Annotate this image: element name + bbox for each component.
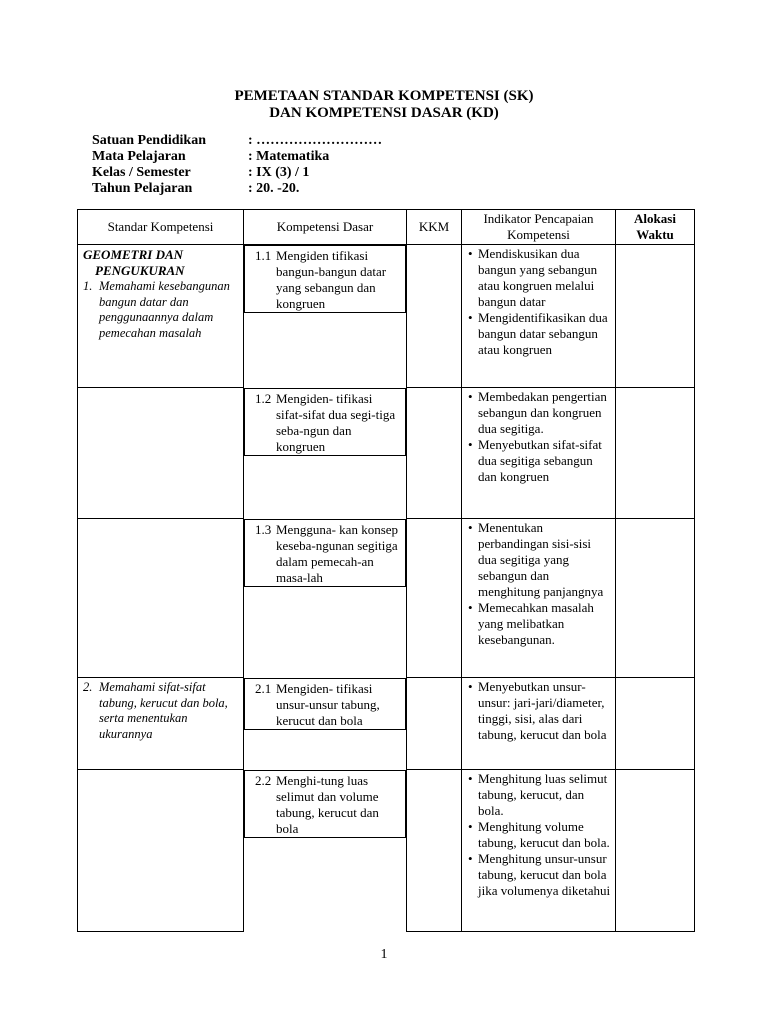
bullet-icon: • [468,771,473,786]
meta-label: Kelas / Semester [92,165,191,180]
kd-cell [244,245,406,313]
kd-text: Mengiden- tifikasi unsur-unsur tabung, kerucut dan bola [276,680,380,728]
indicator-item: • Menentukan perbandingan sisi-sisi dua segitiga yang sebangun dan menghitung panjangnya [468,520,604,599]
indicator-cell [462,245,616,388]
kd-number: 1.3 [255,521,272,537]
table-row [78,388,695,519]
kd-text: Mengiden tifikasi bangun-bangun datar yang sebangun dan kongruen [276,248,387,311]
meta-row-year [92,181,382,197]
indicator-item: • Menyebutkan sifat-sifat dua segitiga sebangun dan kongruen [468,437,602,484]
meta-row-school [92,133,382,149]
meta-label: Satuan Pendidikan [92,133,206,148]
sk-cell [78,770,244,932]
sk-cell [78,388,244,519]
sk-item-1 [83,279,239,341]
sk-item-number: 2. [83,680,93,694]
indicator-item: • Menghitung luas selimut tabung, kerucut, dan bola. [468,771,608,818]
page-number: 1 [380,947,388,962]
indicator-item: • Mengidentifikasikan dua bangun datar sebangun atau kongruen [468,310,608,357]
indicator-item: • Membedakan pengertian sebangun dan kongruen dua segitiga. [468,389,607,436]
alokasi-cell [616,388,695,519]
header-kompetensi-dasar: Kompetensi Dasar [244,210,407,245]
sk-heading-line1: GEOMETRI DAN [83,247,184,262]
kkm-cell [407,770,462,932]
bullet-icon: • [468,819,473,834]
kd-number: 1.1 [255,248,272,263]
sk-item-number: 1. [83,279,93,293]
kkm-cell [407,388,462,519]
kd-text: Mengguna- kan konsep keseba-ngunan segitiga dalam pemecah-an masa-lah [276,521,399,585]
meta-value: : IX (3) / 1 [248,165,310,180]
sk-item-2 [83,680,239,742]
sk-heading-line2: PENGUKURAN [95,263,185,278]
indicator-item: • Mendiskusikan dua bangun yang sebangun atau kongruen melalui bangun datar [468,246,598,309]
meta-value: : ……………………… [248,133,383,148]
document-meta [92,133,382,197]
table-row [78,770,695,932]
header-indikator: Indikator Pencapaian Kompetensi [462,210,616,245]
meta-row-subject [92,149,382,165]
indicator-cell [462,388,616,519]
indicator-cell [462,519,616,678]
document-title-line1: PEMETAAN STANDAR KOMPETENSI (SK) [234,88,534,104]
sk-item-text: Memahami kesebangunan bangun datar dan penggunaannya dalam pemecahan masalah [99,279,230,340]
alokasi-cell [616,770,695,932]
header-alokasi-waktu: Alokasi Waktu [616,210,695,245]
alokasi-cell [616,245,695,388]
kd-text: Menghi-tung luas selimut dan volume tabung, kerucut dan bola [276,772,379,836]
table-header-row [78,210,695,245]
kd-number: 1.2 [255,390,272,406]
kd-text: Mengiden- tifikasi sifat-sifat dua segi-tiga seba-ngun dan kongruen [276,390,396,454]
sk-heading [83,247,239,279]
bullet-icon: • [468,520,473,535]
meta-label: Mata Pelajaran [92,149,186,164]
kd-number: 2.2 [255,772,272,788]
meta-value: : Matematika [248,149,330,164]
bullet-icon: • [468,600,473,615]
bullet-icon: • [468,679,473,694]
kd-cell [244,388,406,456]
alokasi-cell [616,519,695,678]
kd-cell [244,519,406,587]
bullet-icon: • [468,389,473,404]
indicator-cell [462,770,616,932]
sk-cell [78,245,244,388]
meta-row-class [92,165,382,181]
meta-label: Tahun Pelajaran [92,181,193,196]
bullet-icon: • [468,246,473,261]
table-row [78,519,695,678]
sk-item-text: Memahami sifat-sifat tabung, kerucut dan bola, serta menentukan ukurannya [99,680,228,741]
header-kkm: KKM [407,210,462,245]
sk-cell [78,678,244,770]
kd-cell [244,678,406,730]
indicator-item: • Memecahkan masalah yang melibatkan kesebangunan. [468,600,594,647]
bullet-icon: • [468,851,473,866]
meta-value: : 20. -20. [248,181,300,196]
document-title-line2: DAN KOMPETENSI DASAR (KD) [269,105,499,121]
kkm-cell [407,245,462,388]
indicator-cell [462,678,616,770]
competency-table [77,209,695,932]
table-row [78,245,695,388]
kd-number: 2.1 [255,680,272,696]
bullet-icon: • [468,310,473,325]
sk-cell [78,519,244,678]
alokasi-cell [616,678,695,770]
header-standar-kompetensi: Standar Kompetensi [78,210,244,245]
indicator-item: • Menghitung volume tabung, kerucut dan bola. [468,819,610,850]
indicator-item: • Menyebutkan unsur-unsur: jari-jari/diameter, tinggi, sisi, alas dari tabung, kerucut dan bola [468,679,607,742]
kkm-cell [407,519,462,678]
indicator-item: • Menghitung unsur-unsur tabung, kerucut dan bola jika volumenya diketahui [468,851,611,898]
kkm-cell [407,678,462,770]
bullet-icon: • [468,437,473,452]
table-row [78,678,695,770]
kd-cell [244,770,406,838]
